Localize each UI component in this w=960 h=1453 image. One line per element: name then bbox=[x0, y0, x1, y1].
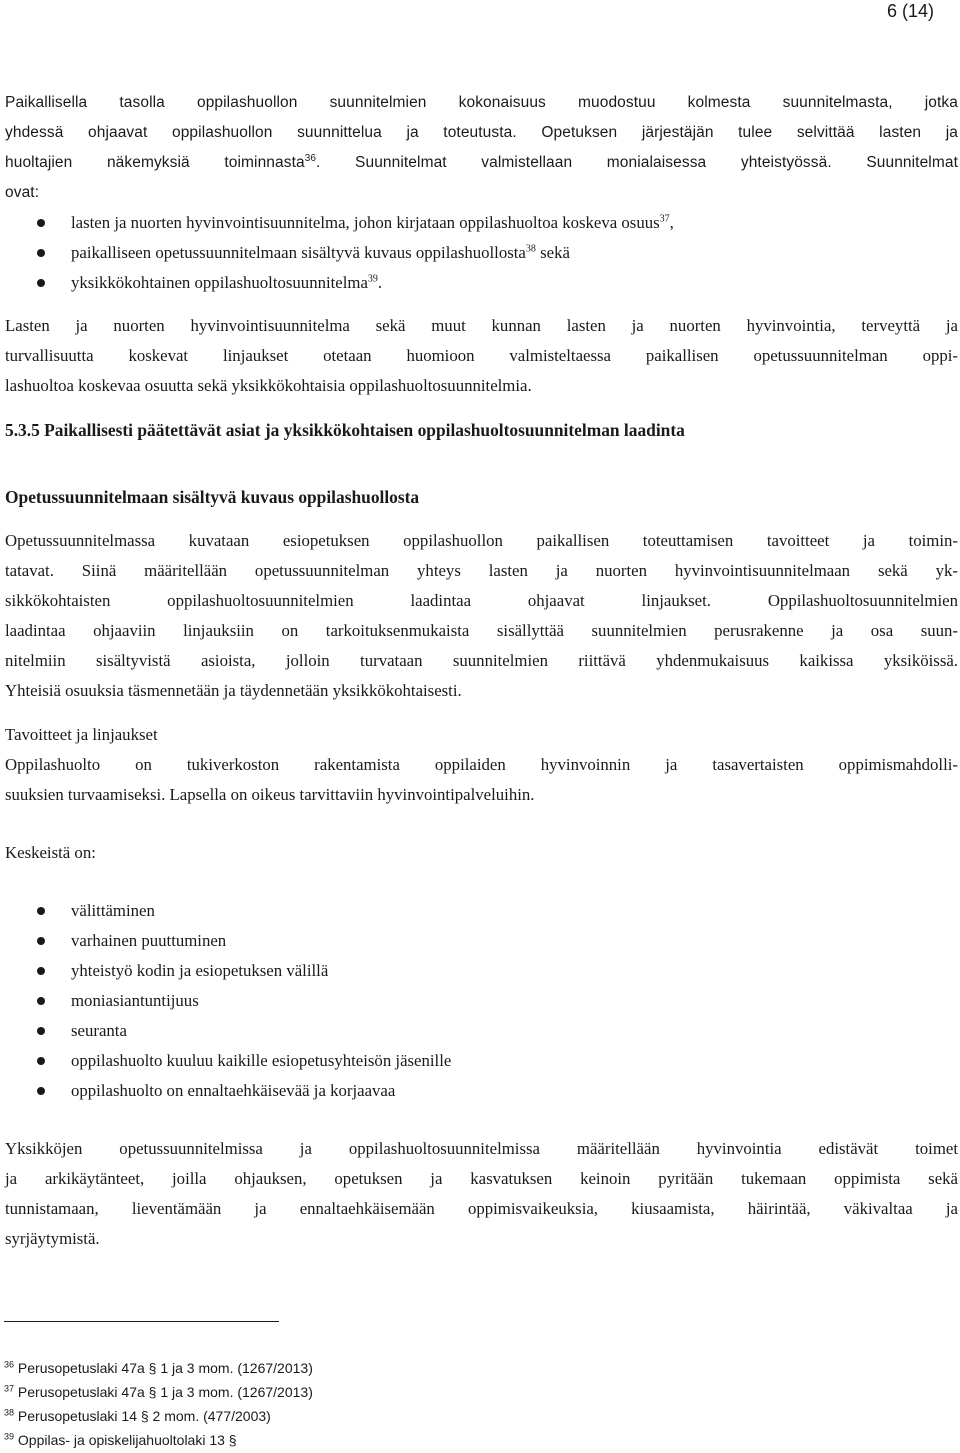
list-item: yhteistyö kodin ja esiopetuksen välillä bbox=[5, 956, 958, 986]
footnote-ref-38: 38 bbox=[525, 243, 536, 255]
page-number: 6 (14) bbox=[886, 1, 934, 21]
paragraph-line: tatavat. Siinä määritellään opetussuunnitelman yhteys lasten ja nuorten hyvinvointisuunnitelmaan sekä yk- bbox=[5, 561, 958, 580]
document-body bbox=[5, 88, 958, 1254]
paragraph-line: suuksien turvaamiseksi. Lapsella on oikeus tarvittaviin hyvinvointipalveluihin. bbox=[5, 785, 535, 804]
paragraph-line: sikkökohtaisten oppilashuoltosuunnitelmien laadintaa ohjaavat linjaukset. Oppilashuoltosuunnitelmien bbox=[5, 591, 958, 610]
list-item-text: yksikkökohtainen oppilashuoltosuunnitelma bbox=[71, 273, 368, 292]
wellbeing-paragraph bbox=[5, 1134, 958, 1254]
subheading: Opetussuunnitelmaan sisältyvä kuvaus oppilashuollosta bbox=[5, 487, 420, 507]
intro-text: huoltajien näkemyksiä toiminnasta bbox=[5, 154, 305, 171]
footnote-text: Oppilas- ja opiskelijahuoltolaki 13 § bbox=[17, 1432, 237, 1448]
footnotes bbox=[4, 1356, 313, 1452]
paragraph-line: Lasten ja nuorten hyvinvointisuunnitelma sekä muut kunnan lasten ja nuorten hyvinvointia, terveyttä ja bbox=[5, 316, 958, 335]
plans-list bbox=[5, 208, 958, 298]
paragraph-line: ja arkikäytänteet, joilla ohjauksen, opetuksen ja kasvatuksen keinoin pyritään tukemaan oppimista sekä bbox=[5, 1169, 958, 1188]
footnote bbox=[4, 1404, 313, 1428]
footnote-number: 39 bbox=[4, 1431, 15, 1442]
plans-relation-paragraph bbox=[5, 311, 958, 401]
footnote-number: 36 bbox=[4, 1359, 15, 1370]
intro-text: . Suunnitelmat valmistellaan monialaisessa yhteistyössä. Suunnitelmat bbox=[316, 154, 958, 171]
footnote-ref-37: 37 bbox=[659, 213, 670, 225]
paragraph-line: lashuoltoa koskevaa osuutta sekä yksikkökohtaisia oppilashuoltosuunnitelmia. bbox=[5, 376, 532, 395]
paragraph-line: turvallisuutta koskevat linjaukset otetaan huomioon valmisteltaessa paikallisen opetussuunnitelman oppi- bbox=[5, 346, 958, 365]
intro-paragraph bbox=[5, 88, 958, 208]
paragraph-line: Opetussuunnitelmassa kuvataan esiopetuksen oppilashuollon paikallisen toteuttamisen tavoitteet ja toimin- bbox=[5, 531, 958, 550]
key-points-list bbox=[5, 896, 958, 1106]
list-item-suffix: . bbox=[377, 273, 383, 292]
paragraph-line: Oppilashuolto on tukiverkoston rakentamista oppilaiden hyvinvoinnin ja tasavertaisten oppimismahdolli- bbox=[5, 755, 958, 774]
list-item-suffix: sekä bbox=[535, 243, 570, 262]
footnote-number: 38 bbox=[4, 1407, 15, 1418]
key-title: Keskeistä on: bbox=[5, 843, 96, 862]
footnote-number: 37 bbox=[4, 1383, 15, 1394]
intro-line: ovat: bbox=[5, 184, 40, 201]
list-item bbox=[5, 238, 958, 268]
list-item: oppilashuolto on ennaltaehkäisevää ja korjaavaa bbox=[5, 1076, 958, 1106]
list-item: seuranta bbox=[5, 1016, 958, 1046]
paragraph-line: syrjäytymistä. bbox=[5, 1229, 100, 1248]
footnote-text: Perusopetuslaki 47a § 1 ja 3 mom. (1267/2013) bbox=[17, 1360, 313, 1376]
list-item: moniasiantuntijuus bbox=[5, 986, 958, 1016]
goals-title: Tavoitteet ja linjaukset bbox=[5, 725, 158, 744]
footnote bbox=[4, 1428, 313, 1452]
list-item-text: paikalliseen opetussuunnitelmaan sisältyvä kuvaus oppilashuollosta bbox=[71, 243, 526, 262]
paragraph-line: laadintaa ohjaaviin linjauksiin on tarkoituksenmukaista sisällyttää suunnitelmien perusrakenne ja osa suun- bbox=[5, 621, 958, 640]
paragraph-line: Yhteisiä osuuksia täsmennetään ja täydennetään yksikkökohtaisesti. bbox=[5, 681, 462, 700]
paragraph-line: tunnistamaan, lieventämään ja ennaltaehkäisemään oppimisvaikeuksia, kiusaamista, häirintää, väkivaltaa ja bbox=[5, 1199, 958, 1218]
list-item bbox=[5, 208, 958, 238]
list-item-text: lasten ja nuorten hyvinvointisuunnitelma, johon kirjataan oppilashuoltoa koskeva osuus bbox=[71, 213, 660, 232]
list-item: varhainen puuttuminen bbox=[5, 926, 958, 956]
intro-line: Paikallisella tasolla oppilashuollon suunnitelmien kokonaisuus muodostuu kolmesta suunnitelmasta, jotka bbox=[5, 94, 958, 111]
section-heading: 5.3.5 Paikallisesti päätettävät asiat ja yksikkökohtaisen oppilashuoltosuunnitelman laadinta bbox=[5, 420, 685, 440]
footnote-ref-36: 36 bbox=[304, 152, 317, 164]
footnote-text: Perusopetuslaki 47a § 1 ja 3 mom. (1267/2013) bbox=[17, 1384, 313, 1400]
list-item bbox=[5, 268, 958, 298]
goals-paragraph bbox=[5, 750, 958, 810]
paragraph-line: Yksikköjen opetussuunnitelmissa ja oppilashuoltosuunnitelmissa määritellään hyvinvointia edistävät toimet bbox=[5, 1139, 958, 1158]
list-item: oppilashuolto kuuluu kaikille esiopetusyhteisön jäsenille bbox=[5, 1046, 958, 1076]
intro-line bbox=[5, 148, 958, 178]
footnote bbox=[4, 1380, 313, 1404]
footnote-text: Perusopetuslaki 14 § 2 mom. (477/2003) bbox=[17, 1408, 271, 1424]
intro-line: yhdessä ohjaavat oppilashuollon suunnittelua ja toteutusta. Opetuksen järjestäjän tulee selvittää lasten ja bbox=[5, 124, 958, 141]
paragraph-line: nitelmiin sisältyvistä asioista, jolloin turvataan suunnitelmien riittävä yhdenmukaisuus kaikissa yksiköissä. bbox=[5, 651, 958, 670]
curriculum-paragraph bbox=[5, 526, 958, 706]
list-item: välittäminen bbox=[5, 896, 958, 926]
footnote-divider bbox=[4, 1321, 279, 1322]
footnote bbox=[4, 1356, 313, 1380]
footnote-ref-39: 39 bbox=[367, 273, 378, 285]
list-item-suffix: , bbox=[669, 213, 674, 232]
